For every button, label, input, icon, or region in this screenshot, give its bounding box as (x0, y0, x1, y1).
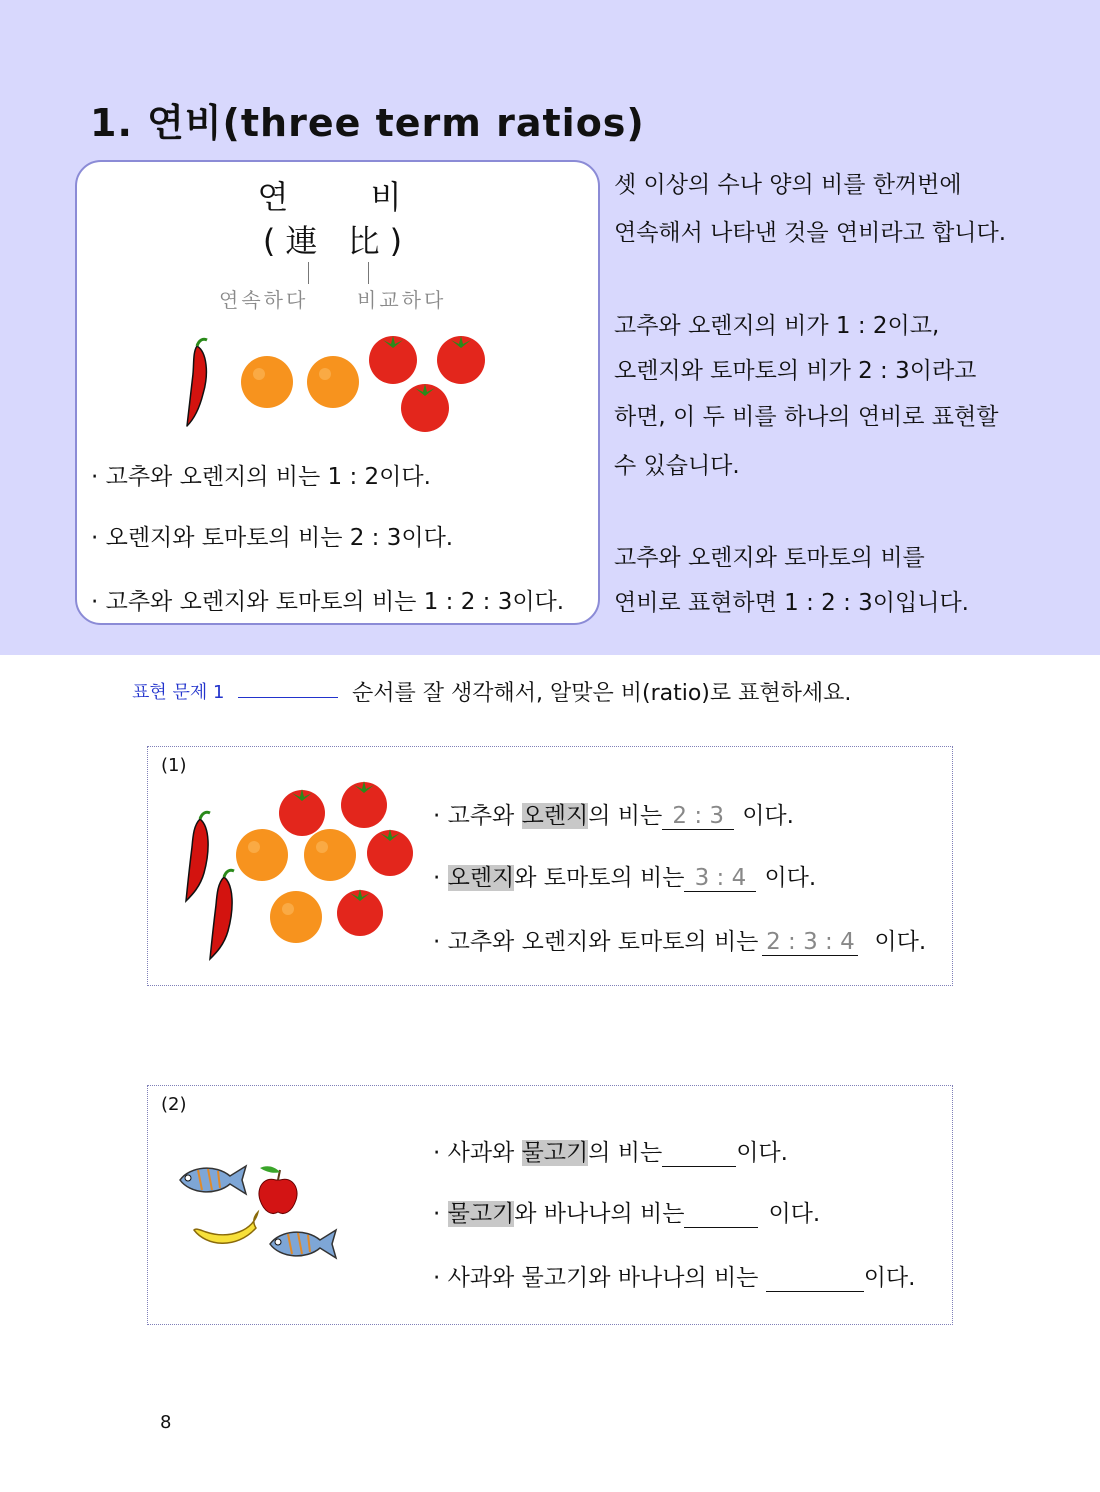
answer-blank[interactable]: 2 : 3 (662, 803, 734, 830)
chili-pepper-icon (186, 812, 210, 901)
problem-1-statement-1 (433, 797, 794, 830)
fruit-illustration (177, 334, 497, 434)
highlight-term: 물고기 (521, 1140, 589, 1166)
stmt-text: · 고추와 (433, 803, 522, 829)
explain-p2-line2: 오렌지와 토마토의 비가 2 : 3이라고 (614, 358, 977, 384)
section-title: 1. 연비(three term ratios) (90, 101, 645, 145)
problem-1-illustration (178, 777, 428, 962)
stmt-text: 와 바나나의 비는 (514, 1201, 685, 1227)
tomato-icon (341, 781, 387, 828)
tomato-icon (401, 384, 449, 432)
problem-2-statement-1 (433, 1134, 788, 1167)
problem-2-box (147, 1085, 953, 1325)
answer-blank[interactable]: 3 : 4 (684, 865, 756, 892)
stmt-text: · (433, 1201, 448, 1227)
orange-icon (307, 356, 359, 408)
explain-p1-line1: 셋 이상의 수나 양의 비를 한꺼번에 (614, 172, 962, 198)
answer-blank[interactable]: 2 : 3 : 4 (762, 929, 858, 956)
orange-icon (241, 356, 293, 408)
definition-line-3: · 고추와 오렌지와 토마토의 비는 1 : 2 : 3이다. (91, 589, 565, 615)
definition-box (75, 160, 600, 625)
orange-icon (236, 829, 288, 881)
chili-pepper-icon (210, 870, 234, 959)
answer-blank[interactable] (684, 1204, 758, 1228)
explain-p2-line1: 고추와 오렌지의 비가 1 : 2이고, (614, 313, 940, 339)
tick-left (308, 262, 309, 284)
problem-1-box (147, 746, 953, 986)
explain-p3-line2: 연비로 표현하면 1 : 2 : 3이입니다. (614, 590, 969, 616)
highlight-term: 물고기 (447, 1201, 515, 1227)
orange-icon (304, 829, 356, 881)
highlight-term: 오렌지 (447, 865, 515, 891)
explain-p2-line4: 수 있습니다. (614, 453, 740, 479)
problem-1-statement-3 (433, 923, 926, 956)
tomato-icon (337, 889, 383, 936)
stmt-text: 이다. (768, 1201, 821, 1227)
stmt-text: · (433, 865, 448, 891)
problem-1-number: (1) (161, 755, 187, 776)
fish-icon (270, 1230, 336, 1258)
problem-1-statement-2 (433, 859, 816, 892)
explain-p1-line2: 연속해서 나타낸 것을 연비라고 합니다. (614, 220, 1007, 246)
stmt-text: 의 비는 (588, 1140, 663, 1166)
problem-2-statement-3 (433, 1259, 915, 1292)
tomato-icon (367, 829, 413, 876)
definition-line-1: · 고추와 오렌지의 비는 1 : 2이다. (91, 464, 431, 490)
problem-instruction: 순서를 잘 생각해서, 알맞은 비(ratio)로 표현하세요. (352, 681, 852, 706)
apple-icon (259, 1166, 297, 1213)
stmt-text: 이다. (736, 1140, 788, 1166)
answer-blank[interactable] (662, 1143, 736, 1167)
explain-p2-line3: 하면, 이 두 비를 하나의 연비로 표현할 (614, 404, 999, 430)
stmt-text: 의 비는 (588, 803, 663, 829)
definition-line-2: · 오렌지와 토마토의 비는 2 : 3이다. (91, 525, 454, 551)
orange-icon (270, 891, 322, 943)
problem-label-rule (238, 697, 338, 698)
fish-icon (180, 1166, 246, 1194)
stmt-text: 이다. (863, 1265, 916, 1291)
stmt-text: 이다. (764, 865, 817, 891)
stmt-text: 이다. (742, 803, 794, 829)
page-number: 8 (160, 1412, 172, 1433)
problem-2-number: (2) (161, 1094, 187, 1115)
stmt-text: · 사과와 (433, 1140, 522, 1166)
problem-2-statement-2 (433, 1195, 820, 1228)
tomato-icon (437, 336, 485, 384)
highlight-term: 오렌지 (521, 803, 589, 829)
problem-label: 표현 문제 1 (132, 682, 225, 703)
hanja-term: (連 比) (262, 222, 413, 260)
tomato-icon (279, 789, 325, 836)
tomato-icon (369, 336, 417, 384)
tick-right (368, 262, 369, 284)
explain-p3-line1: 고추와 오렌지와 토마토의 비를 (614, 545, 925, 571)
problem-2-illustration (176, 1156, 346, 1271)
gloss-right: 비교하다 (357, 288, 447, 312)
chili-pepper-icon (187, 339, 207, 426)
stmt-text: 이다. (874, 929, 927, 955)
answer-blank[interactable] (766, 1268, 864, 1292)
stmt-text: 와 토마토의 비는 (514, 865, 685, 891)
stmt-text: · 사과와 물고기와 바나나의 비는 (433, 1265, 766, 1291)
gloss-left: 연속하다 (219, 288, 309, 312)
stmt-text: · 고추와 오렌지와 토마토의 비는 (433, 929, 759, 955)
banana-icon (194, 1212, 258, 1243)
hangul-term: 연 비 (257, 178, 438, 216)
